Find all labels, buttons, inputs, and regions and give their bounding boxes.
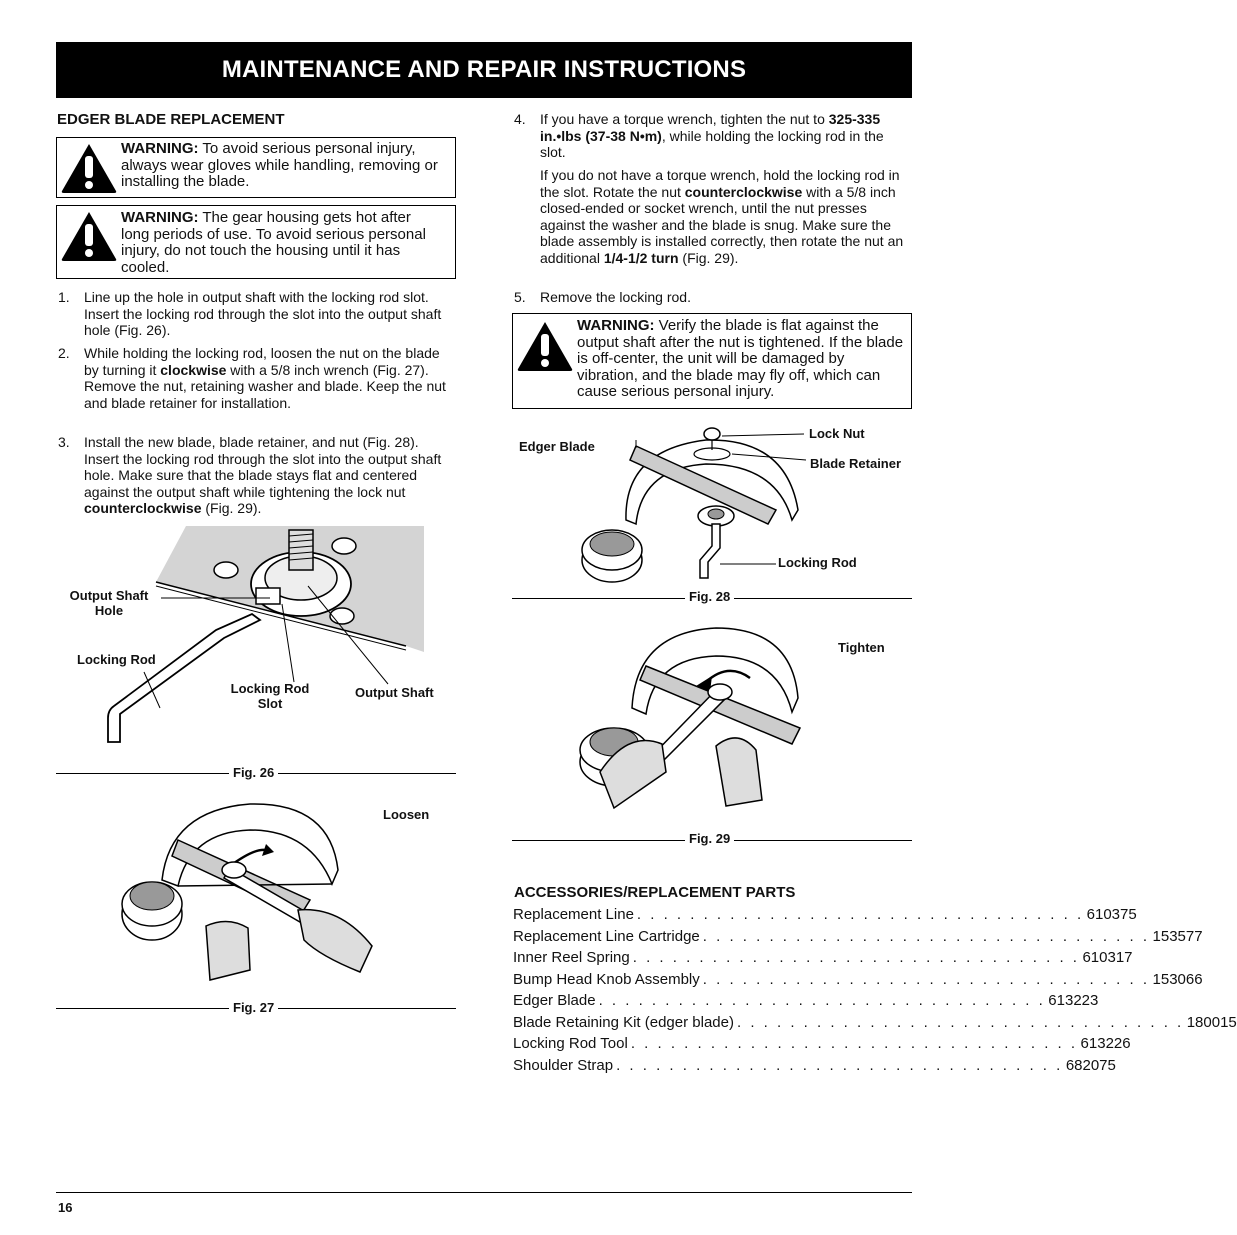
warning-triangle-icon (516, 320, 574, 372)
section-title-edger-blade: EDGER BLADE REPLACEMENT (57, 111, 285, 128)
list-item: Blade Retaining Kit (edger blade) . . . . . . . . . . . . . . . . . . . . . . . . . . . . . . . . . . 180015 (513, 1013, 1237, 1031)
fig27-label-loosen: Loosen (383, 807, 430, 822)
page-header-banner (56, 42, 912, 98)
fig26-illustration (56, 522, 456, 762)
fig29-caption: Fig. 29 (685, 831, 734, 846)
list-item: Shoulder Strap . . . . . . . . . . . . . . . . . . . . . . . . . . . . . . . . . . 682075 (513, 1056, 1116, 1074)
list-item: Bump Head Knob Assembly . . . . . . . . . . . . . . . . . . . . . . . . . . . . . . . . . . 153066 (513, 970, 1203, 988)
fig26-label-output-shaft-hole: Output Shaft Hole (69, 588, 149, 618)
fig27-caption: Fig. 27 (229, 1000, 278, 1015)
fig28-label-lock-nut: Lock Nut (809, 426, 865, 441)
warning-label: WARNING: (121, 140, 199, 157)
fig29-label-tighten: Tighten (838, 640, 885, 655)
warning-box-hot-housing (56, 205, 456, 279)
fig28-label-locking-rod: Locking Rod (778, 555, 857, 570)
list-item: Locking Rod Tool . . . . . . . . . . . . . . . . . . . . . . . . . . . . . . . . . . 613226 (513, 1035, 1131, 1052)
footer-rule (56, 1192, 912, 1193)
warning-box-gloves (56, 137, 456, 198)
page-number: 16 (58, 1200, 73, 1215)
warning-text: The gear housing gets hot after long periods of use. To avoid serious personal injury, do not touch the housing until it has cooled. (121, 209, 426, 276)
section-title-accessories: ACCESSORIES/REPLACEMENT PARTS (514, 884, 796, 901)
fig28-label-edger-blade: Edger Blade (519, 439, 595, 454)
warning-triangle-icon (60, 210, 118, 262)
fig26-label-locking-rod-slot: Locking Rod Slot (230, 681, 310, 711)
warning-label: WARNING: (577, 317, 655, 334)
list-item: Replacement Line . . . . . . . . . . . . . . . . . . . . . . . . . . . . . . . . . . 610375 (513, 906, 1137, 923)
page-title: MAINTENANCE AND REPAIR INSTRUCTIONS (221, 56, 747, 83)
warning-text: Verify the blade is flat against the output shaft after the nut is tightened. If the blade is off-center, the unit will be damaged by vibration, and the blade may fly off, which can cause serious personal injury. (577, 317, 904, 400)
parts-list (513, 906, 1237, 1078)
fig29-illustration (566, 622, 816, 818)
warning-label: WARNING: (121, 209, 199, 226)
fig26-caption: Fig. 26 (229, 765, 278, 780)
list-item: Inner Reel Spring . . . . . . . . . . . . . . . . . . . . . . . . . . . . . . . . . . 610317 (513, 949, 1133, 966)
fig26-label-output-shaft: Output Shaft (355, 685, 434, 700)
fig28-caption: Fig. 28 (685, 589, 734, 604)
warning-triangle-icon (60, 142, 118, 194)
list-item: Replacement Line Cartridge . . . . . . . . . . . . . . . . . . . . . . . . . . . . . . . . . . 153577 (513, 927, 1203, 945)
warning-box-blade-flat (512, 313, 912, 409)
fig26-label-locking-rod: Locking Rod (77, 652, 156, 667)
warning-text: To avoid serious personal injury, always wear gloves while handling, removing or installing the blade. (121, 140, 438, 190)
fig28-label-blade-retainer: Blade Retainer (810, 456, 902, 471)
list-item: Edger Blade . . . . . . . . . . . . . . . . . . . . . . . . . . . . . . . . . . 613223 (513, 992, 1099, 1009)
fig27-illustration (110, 800, 390, 996)
